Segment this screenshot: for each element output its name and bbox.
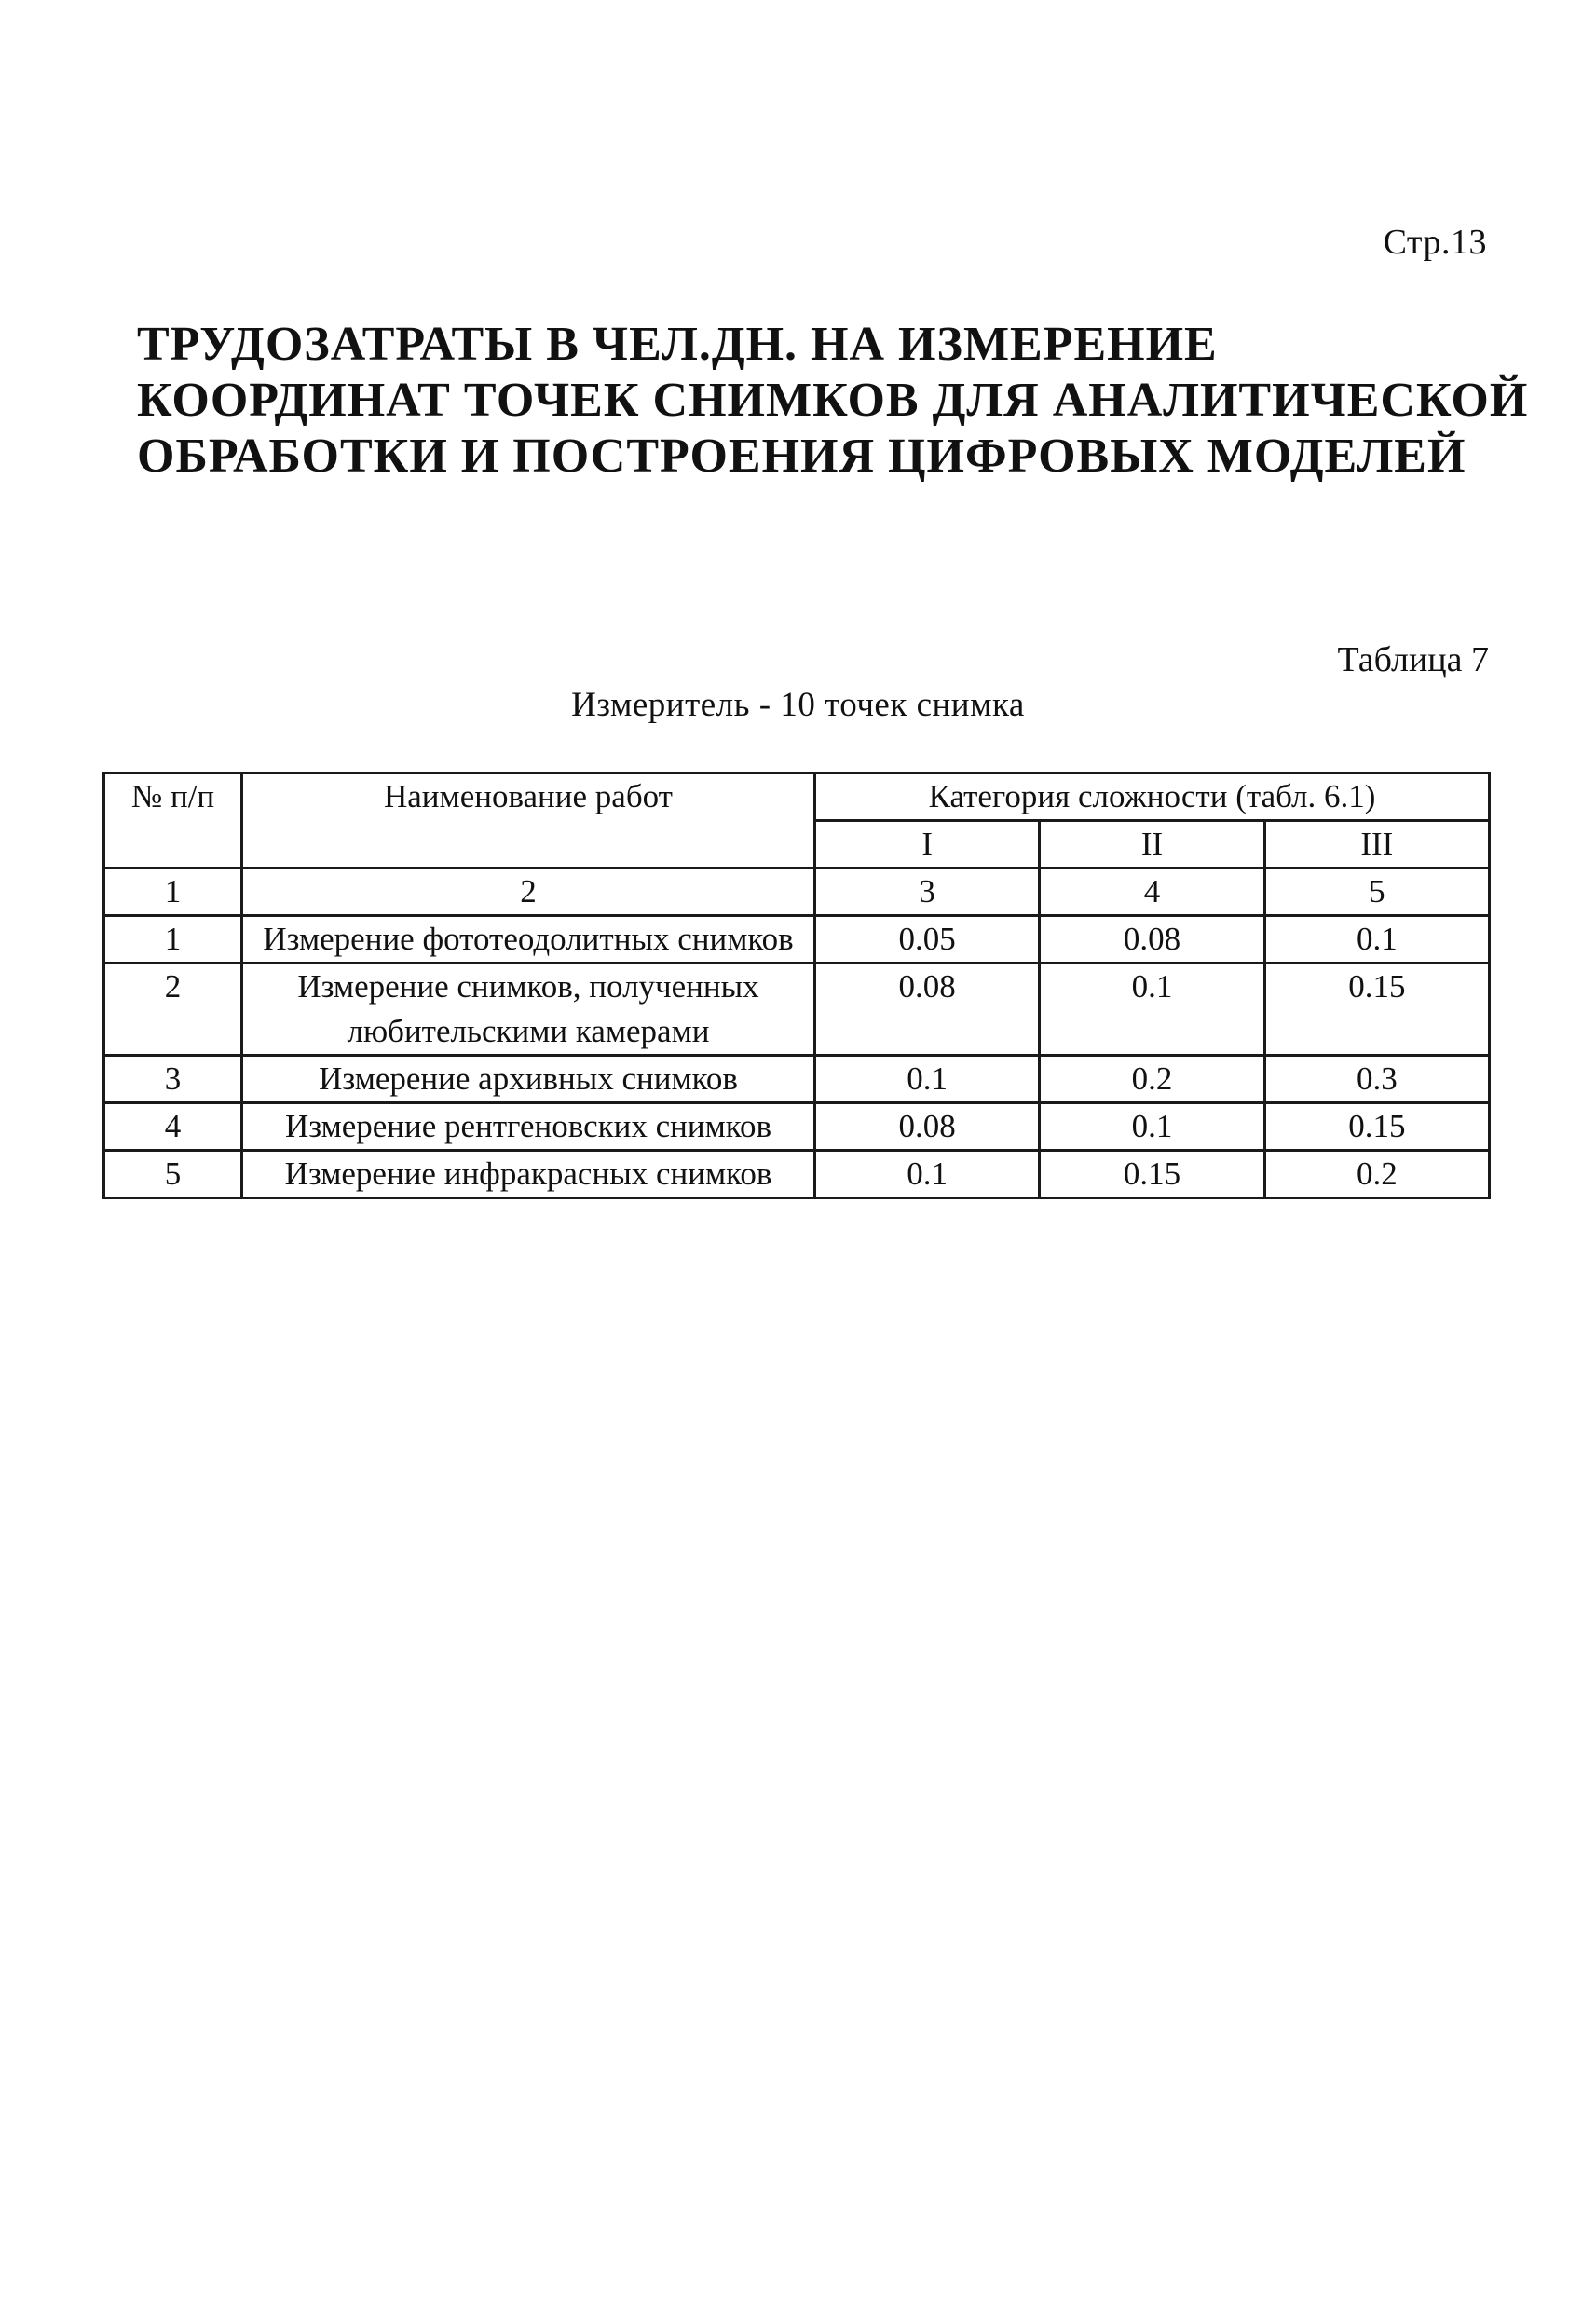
value-category-3: 0.15 xyxy=(1264,964,1489,1056)
work-name: Измерение инфракрасных снимков xyxy=(242,1151,815,1198)
row-number: 1 xyxy=(104,916,242,964)
header-category-1: I xyxy=(815,821,1040,868)
value-category-2: 0.1 xyxy=(1040,1103,1264,1151)
work-name: Измерение архивных снимков xyxy=(242,1056,815,1103)
header-name: Наименование работ xyxy=(242,773,815,868)
row-number: 5 xyxy=(104,1151,242,1198)
value-category-3: 0.2 xyxy=(1264,1151,1489,1198)
work-name: Измерение рентгеновских снимков xyxy=(242,1103,815,1151)
header-category-3: III xyxy=(1264,821,1489,868)
value-category-1: 0.08 xyxy=(815,1103,1040,1151)
table-row xyxy=(104,916,1490,964)
labor-cost-table xyxy=(102,772,1491,1199)
row-number: 2 xyxy=(104,964,242,1056)
value-category-3: 0.1 xyxy=(1264,916,1489,964)
table-unit: Измеритель - 10 точек снимка xyxy=(571,686,1025,724)
value-category-3: 0.3 xyxy=(1264,1056,1489,1103)
value-category-2: 0.2 xyxy=(1040,1056,1264,1103)
work-name: Измерение снимков, полученных любительскими камерами xyxy=(242,964,815,1056)
table-label: Таблица 7 xyxy=(1337,640,1489,679)
title-line-1: ТРУДОЗАТРАТЫ В ЧЕЛ.ДН. НА ИЗМЕРЕНИЕ xyxy=(137,318,1218,371)
column-number: 1 xyxy=(104,868,242,916)
value-category-3: 0.15 xyxy=(1264,1103,1489,1151)
header-number: № п/п xyxy=(104,773,242,868)
column-number: 3 xyxy=(815,868,1040,916)
title-line-3: ОБРАБОТКИ И ПОСТРОЕНИЯ ЦИФРОВЫХ МОДЕЛЕЙ xyxy=(137,430,1466,483)
column-number-row xyxy=(104,868,1490,916)
document-title xyxy=(137,317,1529,485)
value-category-2: 0.08 xyxy=(1040,916,1264,964)
table-row xyxy=(104,1151,1490,1198)
header-category: Категория сложности (табл. 6.1) xyxy=(815,773,1490,821)
value-category-1: 0.08 xyxy=(815,964,1040,1056)
title-line-2: КООРДИНАТ ТОЧЕК СНИМКОВ ДЛЯ АНАЛИТИЧЕСКОЙ xyxy=(137,374,1529,427)
value-category-2: 0.1 xyxy=(1040,964,1264,1056)
row-number: 3 xyxy=(104,1056,242,1103)
value-category-1: 0.05 xyxy=(815,916,1040,964)
column-number: 4 xyxy=(1040,868,1264,916)
value-category-1: 0.1 xyxy=(815,1151,1040,1198)
column-number: 5 xyxy=(1264,868,1489,916)
header-category-2: II xyxy=(1040,821,1264,868)
table-row xyxy=(104,1056,1490,1103)
work-name: Измерение фототеодолитных снимков xyxy=(242,916,815,964)
header-row xyxy=(104,773,1490,821)
column-number: 2 xyxy=(242,868,815,916)
page-number: Стр.13 xyxy=(1383,223,1487,262)
table-row xyxy=(104,1103,1490,1151)
value-category-2: 0.15 xyxy=(1040,1151,1264,1198)
table-row xyxy=(104,964,1490,1056)
value-category-1: 0.1 xyxy=(815,1056,1040,1103)
row-number: 4 xyxy=(104,1103,242,1151)
